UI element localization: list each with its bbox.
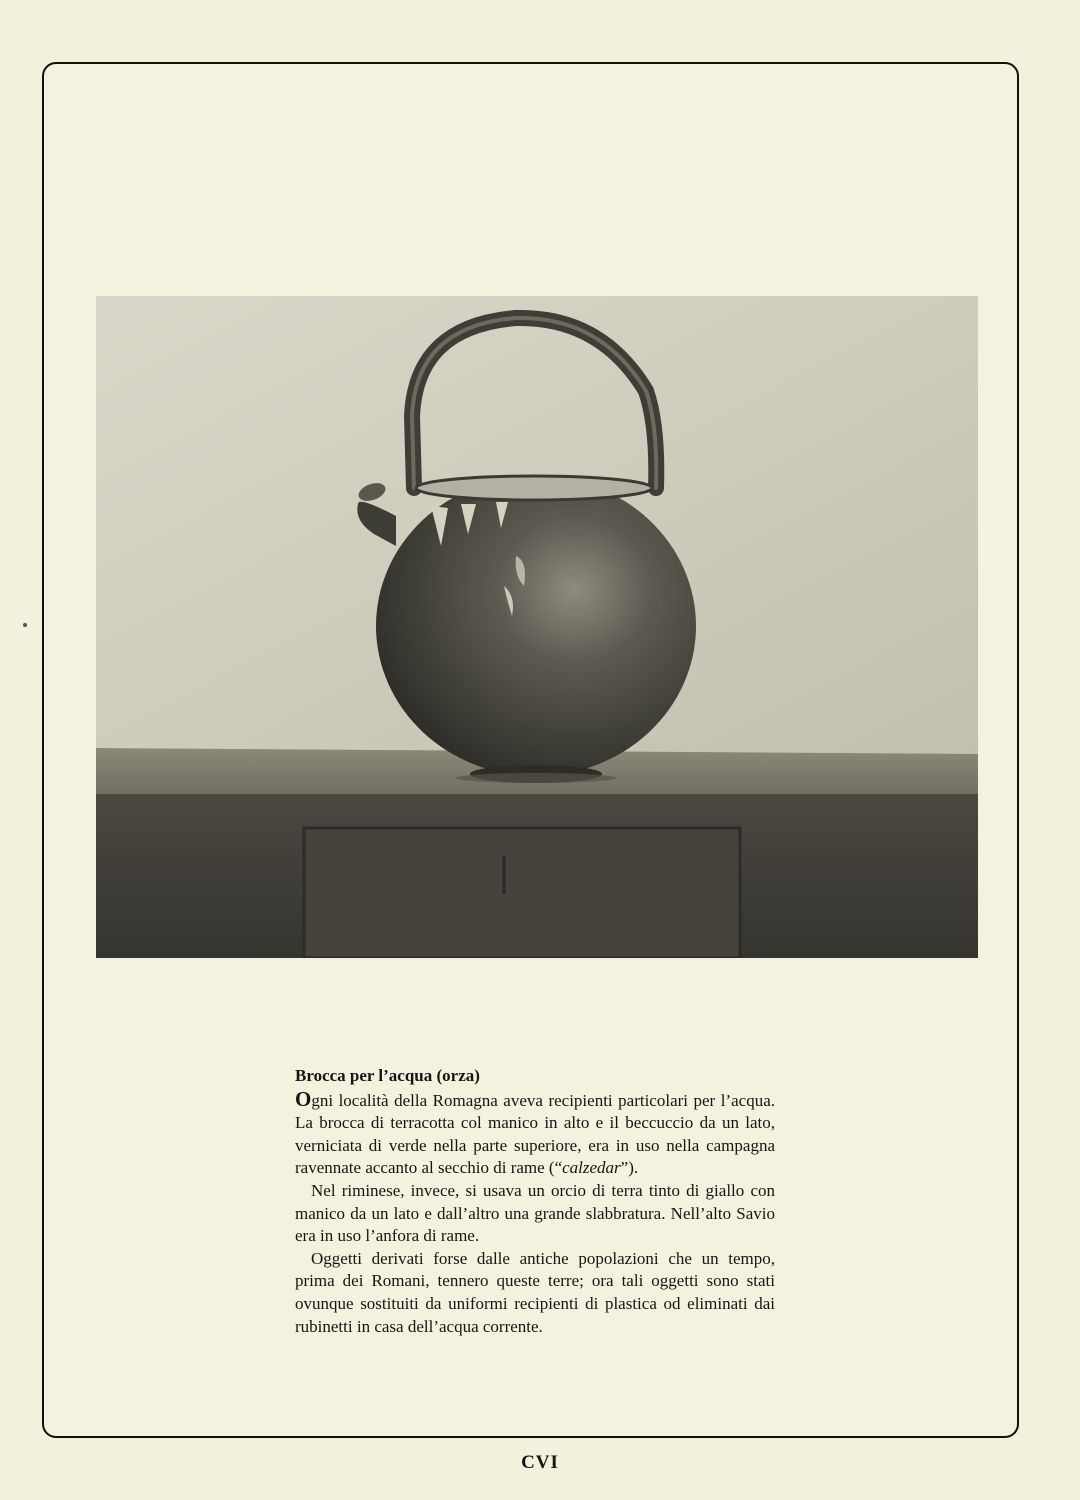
- paragraph-1-italic-word: calzedar: [562, 1158, 621, 1178]
- paragraph-1-text-end: ”).: [620, 1158, 639, 1178]
- caption-paragraph-2: Nel riminese, invece, si usava un orcio di terra tinto di giallo con manico da un lato e dall’altro una grande slabbratura. Nell’alto Savio era in uso l’anfora di rame.: [295, 1180, 775, 1246]
- paragraph-1-text: gni località della Romagna aveva recipienti particolari per l’acqua. La brocca di terracotta col manico in alto e il beccuccio da un lato, verniciata di verde nella parte superiore, era in uso nella campagna ravennate accanto al secchio di rame (“: [295, 1090, 775, 1178]
- page-number: CVI: [521, 1452, 559, 1473]
- caption-block: [295, 1065, 775, 1338]
- paper-speck: [23, 623, 27, 627]
- caption-paragraph-3: Oggetti derivati forse dalle antiche popolazioni che un tempo, prima dei Romani, tennero queste terre; ora tali oggetti sono stati ovunque sostituiti da uniformi recipienti di plastica od eliminati dai rubinetti in casa dell’acqua corrente.: [295, 1248, 775, 1336]
- drop-cap-letter: O: [295, 1086, 312, 1111]
- photo-water-jug-image: [96, 296, 978, 958]
- caption-paragraph-1: [295, 1088, 775, 1180]
- photograph-water-jug: [96, 296, 978, 958]
- caption-title: Brocca per l’acqua (orza): [295, 1066, 480, 1085]
